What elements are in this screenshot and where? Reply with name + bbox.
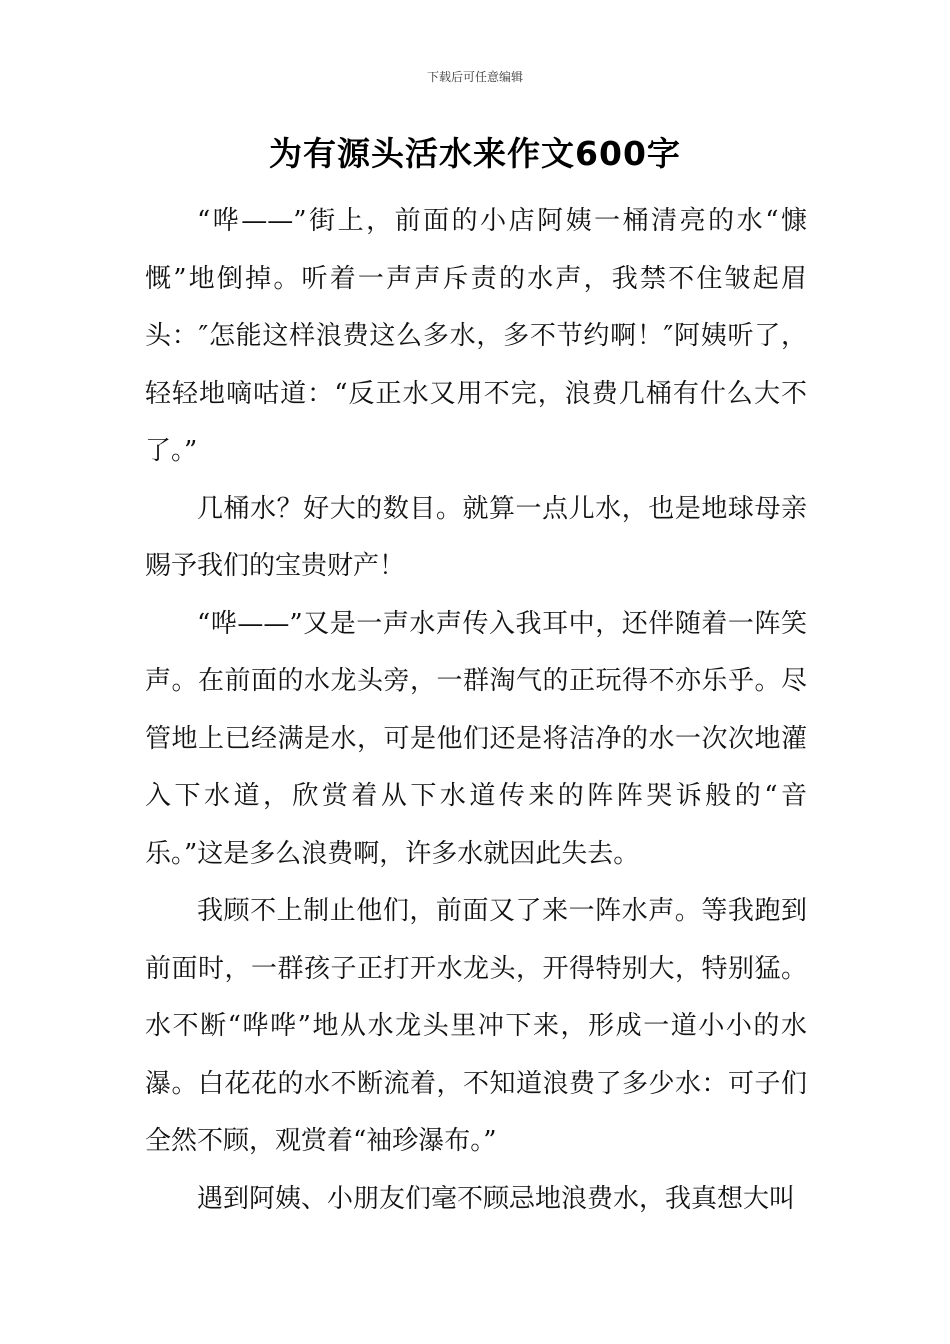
paragraph-2: 几桶水？好大的数目。就算一点儿水，也是地球母亲赐予我们的宝贵财产！ [145,493,807,581]
header-note: 下载后可任意编辑 [426,70,523,84]
paragraph-1: “哗——”街上，前面的小店阿姨一桶清亮的水“慷慨”地倒掉。听着一声声斥责的水声，我禁不住皱起眉头：″怎能这样浪费这么多水，多不节约啊！″阿姨听了，轻轻地嘀咕道：“反正水又用不完，浪费几桶有什么大不了。” [145,206,807,466]
document-body [145,193,807,1228]
paragraph-3: “哗——”又是一声水声传入我耳中，还伴随着一阵笑声。在前面的水龙头旁，一群淘气的正玩得不亦乐乎。尽管地上已经满是水，可是他们还是将洁净的水一次次地灌入下水道，欣赏着从下水道传来的阵阵哭诉般的“音乐。”这是多么浪费啊，许多水就因此失去。 [145,608,807,869]
paragraph-4: 我顾不上制止他们，前面又了来一阵水声。等我跑到前面时，一群孩子正打开水龙头，开得特别大，特别猛。水不断“哗哗”地从水龙头里冲下来，形成一道小小的水瀑。白花花的水不断流着，不知道浪费了多少水：可子们全然不顾，观赏着“袖珍瀑布。” [145,896,807,1156]
document-title: 为有源头活水来作文600字 [269,134,681,173]
paragraph-5: 遇到阿姨、小朋友们毫不顾忌地浪费水，我真想大叫 [197,1183,796,1214]
